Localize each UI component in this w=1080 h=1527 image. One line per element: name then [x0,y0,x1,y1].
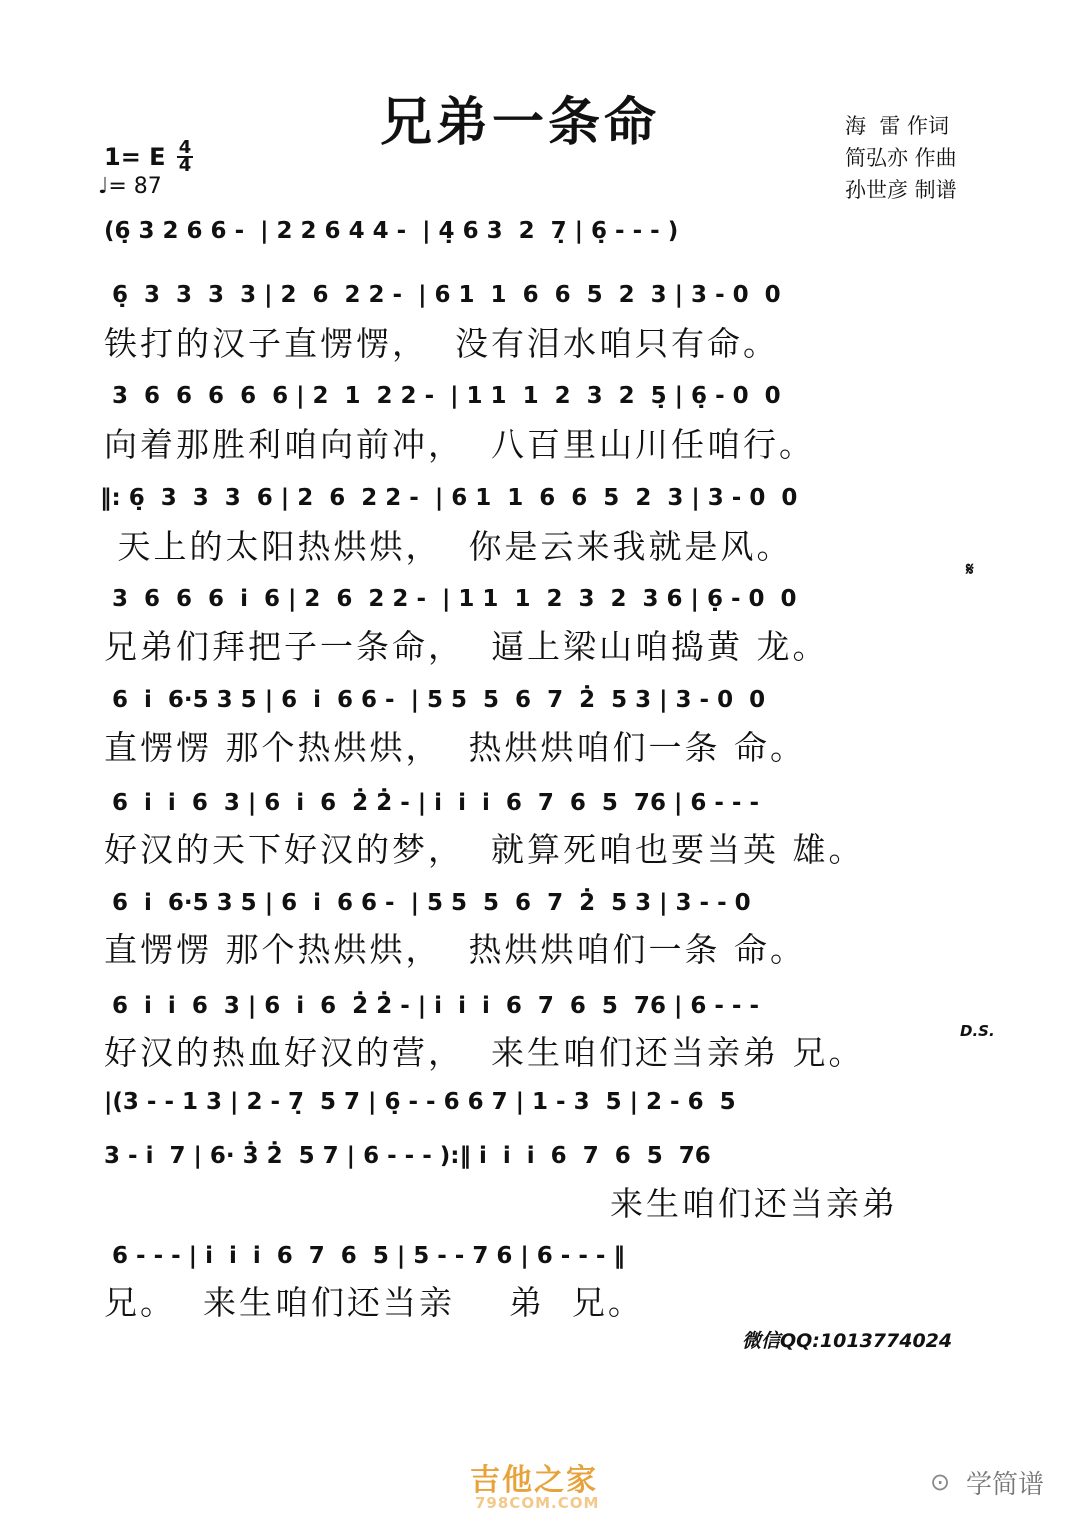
notes-line-6: 6 i 6·5 3 5 | 6 i 6 6 - | 5 5 5 6 7 2̇ 5 3 | 3 - 0 0 [112,687,766,713]
watermark-account-name: 学简谱 [966,1470,1045,1500]
tempo-marking: ♩= 87 [98,174,162,199]
credits [845,110,957,206]
lyric-line-11: 来生咱们还当亲弟 [610,1184,898,1223]
contact-info: 微信QQ:1013774024 [742,1330,953,1352]
segno-sign: 𝄋 [966,559,974,580]
dal-segno-marking: D.S. [960,1022,995,1040]
time-signature [177,137,193,176]
notes-line-11: 3 - i 7 | 6· 3̇ 2̇ 5 7 | 6 - - - ):‖ i i i 6 7 6 5 76 [104,1143,711,1169]
lyric-line-6: 直愣愣 那个热烘烘， 热烘烘咱们一条 命。 [104,728,806,767]
lyric-line-4: 天上的太阳热烘烘， 你是云来我就是风。 [104,527,793,566]
notes-line-1: (6̣ 3 2 6 6 - | 2 2 6 4 4 - | 4̣ 6 3 2 7̣ | 6̣ - - - ) [104,218,679,244]
page-title: 兄弟一条命 [380,93,661,153]
time-signature-bottom: 4 [178,155,192,176]
notes-line-3: 3 6 6 6 6 6 | 2 1 2 2 - | 1 1 1 2 3 2 5̣ | 6̣ - 0 0 [112,383,781,409]
notes-line-5: 3 6 6 6 i 6 | 2 6 2 2 - | 1 1 1 2 3 2 3 6 | 6̣ - 0 0 [112,586,797,612]
arranger-credit: 孙世彦 制谱 [845,178,957,202]
lyricist-credit: 海 雷 作词 [845,114,950,138]
notes-line-9: 6 i i 6 3 | 6 i 6 2̇ 2̇ - | i i i 6 7 6 5 76 | 6 - - - [112,993,760,1019]
lyric-line-8: 直愣愣 那个热烘烘， 热烘烘咱们一条 命。 [104,930,806,969]
watermark-logo-text: 吉他之家 [470,1463,598,1498]
lyric-line-5: 兄弟们拜把子一条命， 逼上梁山咱捣黄 龙。 [104,627,829,666]
lyric-line-3: 向着那胜利咱向前冲， 八百里山川任咱行。 [104,425,815,464]
notes-line-4: ‖: 6̣ 3 3 3 6 | 2 6 2 2 - | 6 1 1 6 6 5 2 3 | 3 - 0 0 [100,485,798,511]
notes-line-2: 6̣ 3 3 3 3 | 2 6 2 2 - | 6 1 1 6 6 5 2 3 | 3 - 0 0 [112,282,781,308]
time-signature-top: 4 [178,137,192,158]
lyric-line-7: 好汉的天下好汉的梦， 就算死咱也要当英 雄。 [104,830,865,869]
wechat-icon: ⊙ [930,1468,951,1496]
notes-line-7: 6 i i 6 3 | 6 i 6 2̇ 2̇ - | i i i 6 7 6 5 76 | 6 - - - [112,790,760,816]
watermark-url: 798COM.COM [475,1494,600,1512]
notes-line-12: 6 - - - | i i i 6 7 6 5 | 5 - - 7 6 | 6 - - - ‖ [112,1243,625,1269]
notes-line-8: 6 i 6·5 3 5 | 6 i 6 6 - | 5 5 5 6 7 2̇ 5 3 | 3 - - 0 [112,890,751,916]
composer-credit: 简弘亦 作曲 [845,146,957,170]
notes-line-10: |(3 - - 1 3 | 2 - 7̣ 5 7 | 6̣ - - 6 6 7 | 1 - 3 5 | 2 - 6 5 [104,1089,736,1115]
lyric-line-2: 铁打的汉子直愣愣， 没有泪水咱只有命。 [104,324,779,363]
lyric-line-9: 好汉的热血好汉的营， 来生咱们还当亲弟 兄。 [104,1033,865,1072]
key-signature: 1= E [104,143,166,171]
lyric-line-12: 兄。 来生咱们还当亲 弟 兄。 [104,1283,644,1322]
